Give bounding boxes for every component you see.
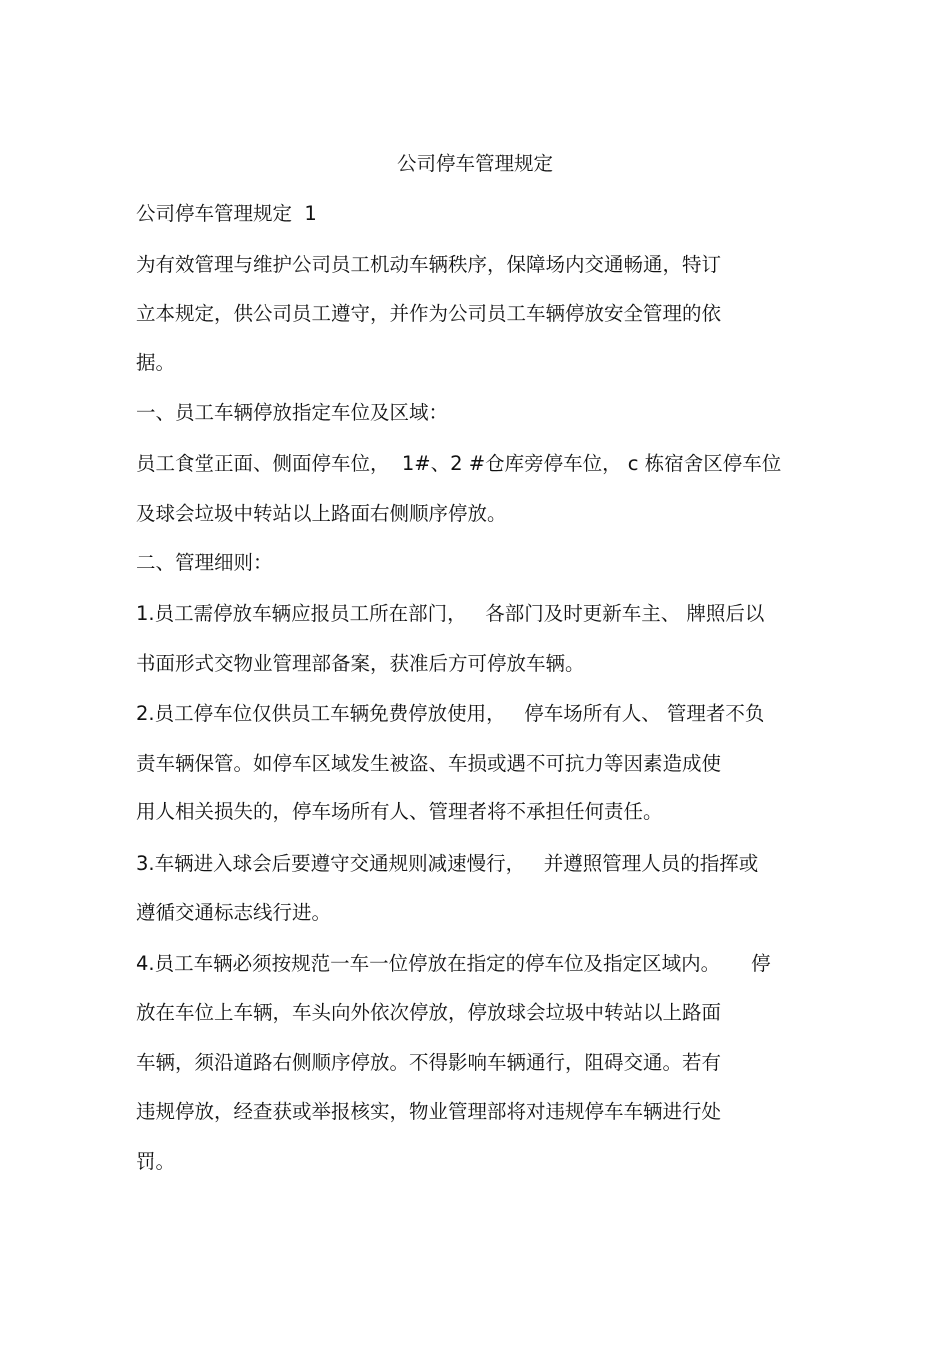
paragraph-line: 1.员工需停放车辆应报员工所在部门， 各部门及时更新车主、 牌照后以 [136,602,765,625]
paragraph-line: 罚。 [136,1150,176,1173]
paragraph-line: 放在车位上车辆，车头向外依次停放，停放球会垃圾中转站以上路面 [136,1001,722,1024]
paragraph-line: 4.员工车辆必须按规范一车一位停放在指定的停车位及指定区域内。 停 [136,952,771,975]
paragraph-line: 用人相关损失的，停车场所有人、管理者将不承担任何责任。 [136,800,663,823]
paragraph-line: 为有效管理与维护公司员工机动车辆秩序，保障场内交通畅通，特订 [136,253,722,276]
subsection-heading: 二、管理细则： [136,551,273,574]
document-title: 公司停车管理规定 [396,152,553,175]
paragraph-line: 车辆，须沿道路右侧顺序停放。不得影响车辆通行，阻碍交通。若有 [136,1051,722,1074]
paragraph-line: 员工食堂正面、侧面停车位， 1#、2 #仓库旁停车位， c 栋宿舍区停车位 [136,452,782,475]
paragraph-line: 3.车辆进入球会后要遵守交通规则减速慢行， 并遵照管理人员的指挥或 [136,852,759,875]
paragraph-line: 立本规定，供公司员工遵守，并作为公司员工车辆停放安全管理的依 [136,302,722,325]
paragraph-line: 据。 [136,351,176,374]
paragraph-line: 违规停放，经查获或举报核实，物业管理部将对违规停车车辆进行处 [136,1100,722,1123]
paragraph-line: 2.员工停车位仅供员工车辆免费停放使用， 停车场所有人、 管理者不负 [136,702,765,725]
paragraph-line: 遵循交通标志线行进。 [136,901,332,924]
section-heading: 公司停车管理规定 1 [136,202,317,225]
paragraph-line: 及球会垃圾中转站以上路面右侧顺序停放。 [136,502,507,525]
subsection-heading: 一、员工车辆停放指定车位及区域： [136,401,449,424]
paragraph-line: 书面形式交物业管理部备案，获准后方可停放车辆。 [136,652,585,675]
paragraph-line: 责车辆保管。如停车区域发生被盗、车损或遇不可抗力等因素造成使 [136,752,722,775]
